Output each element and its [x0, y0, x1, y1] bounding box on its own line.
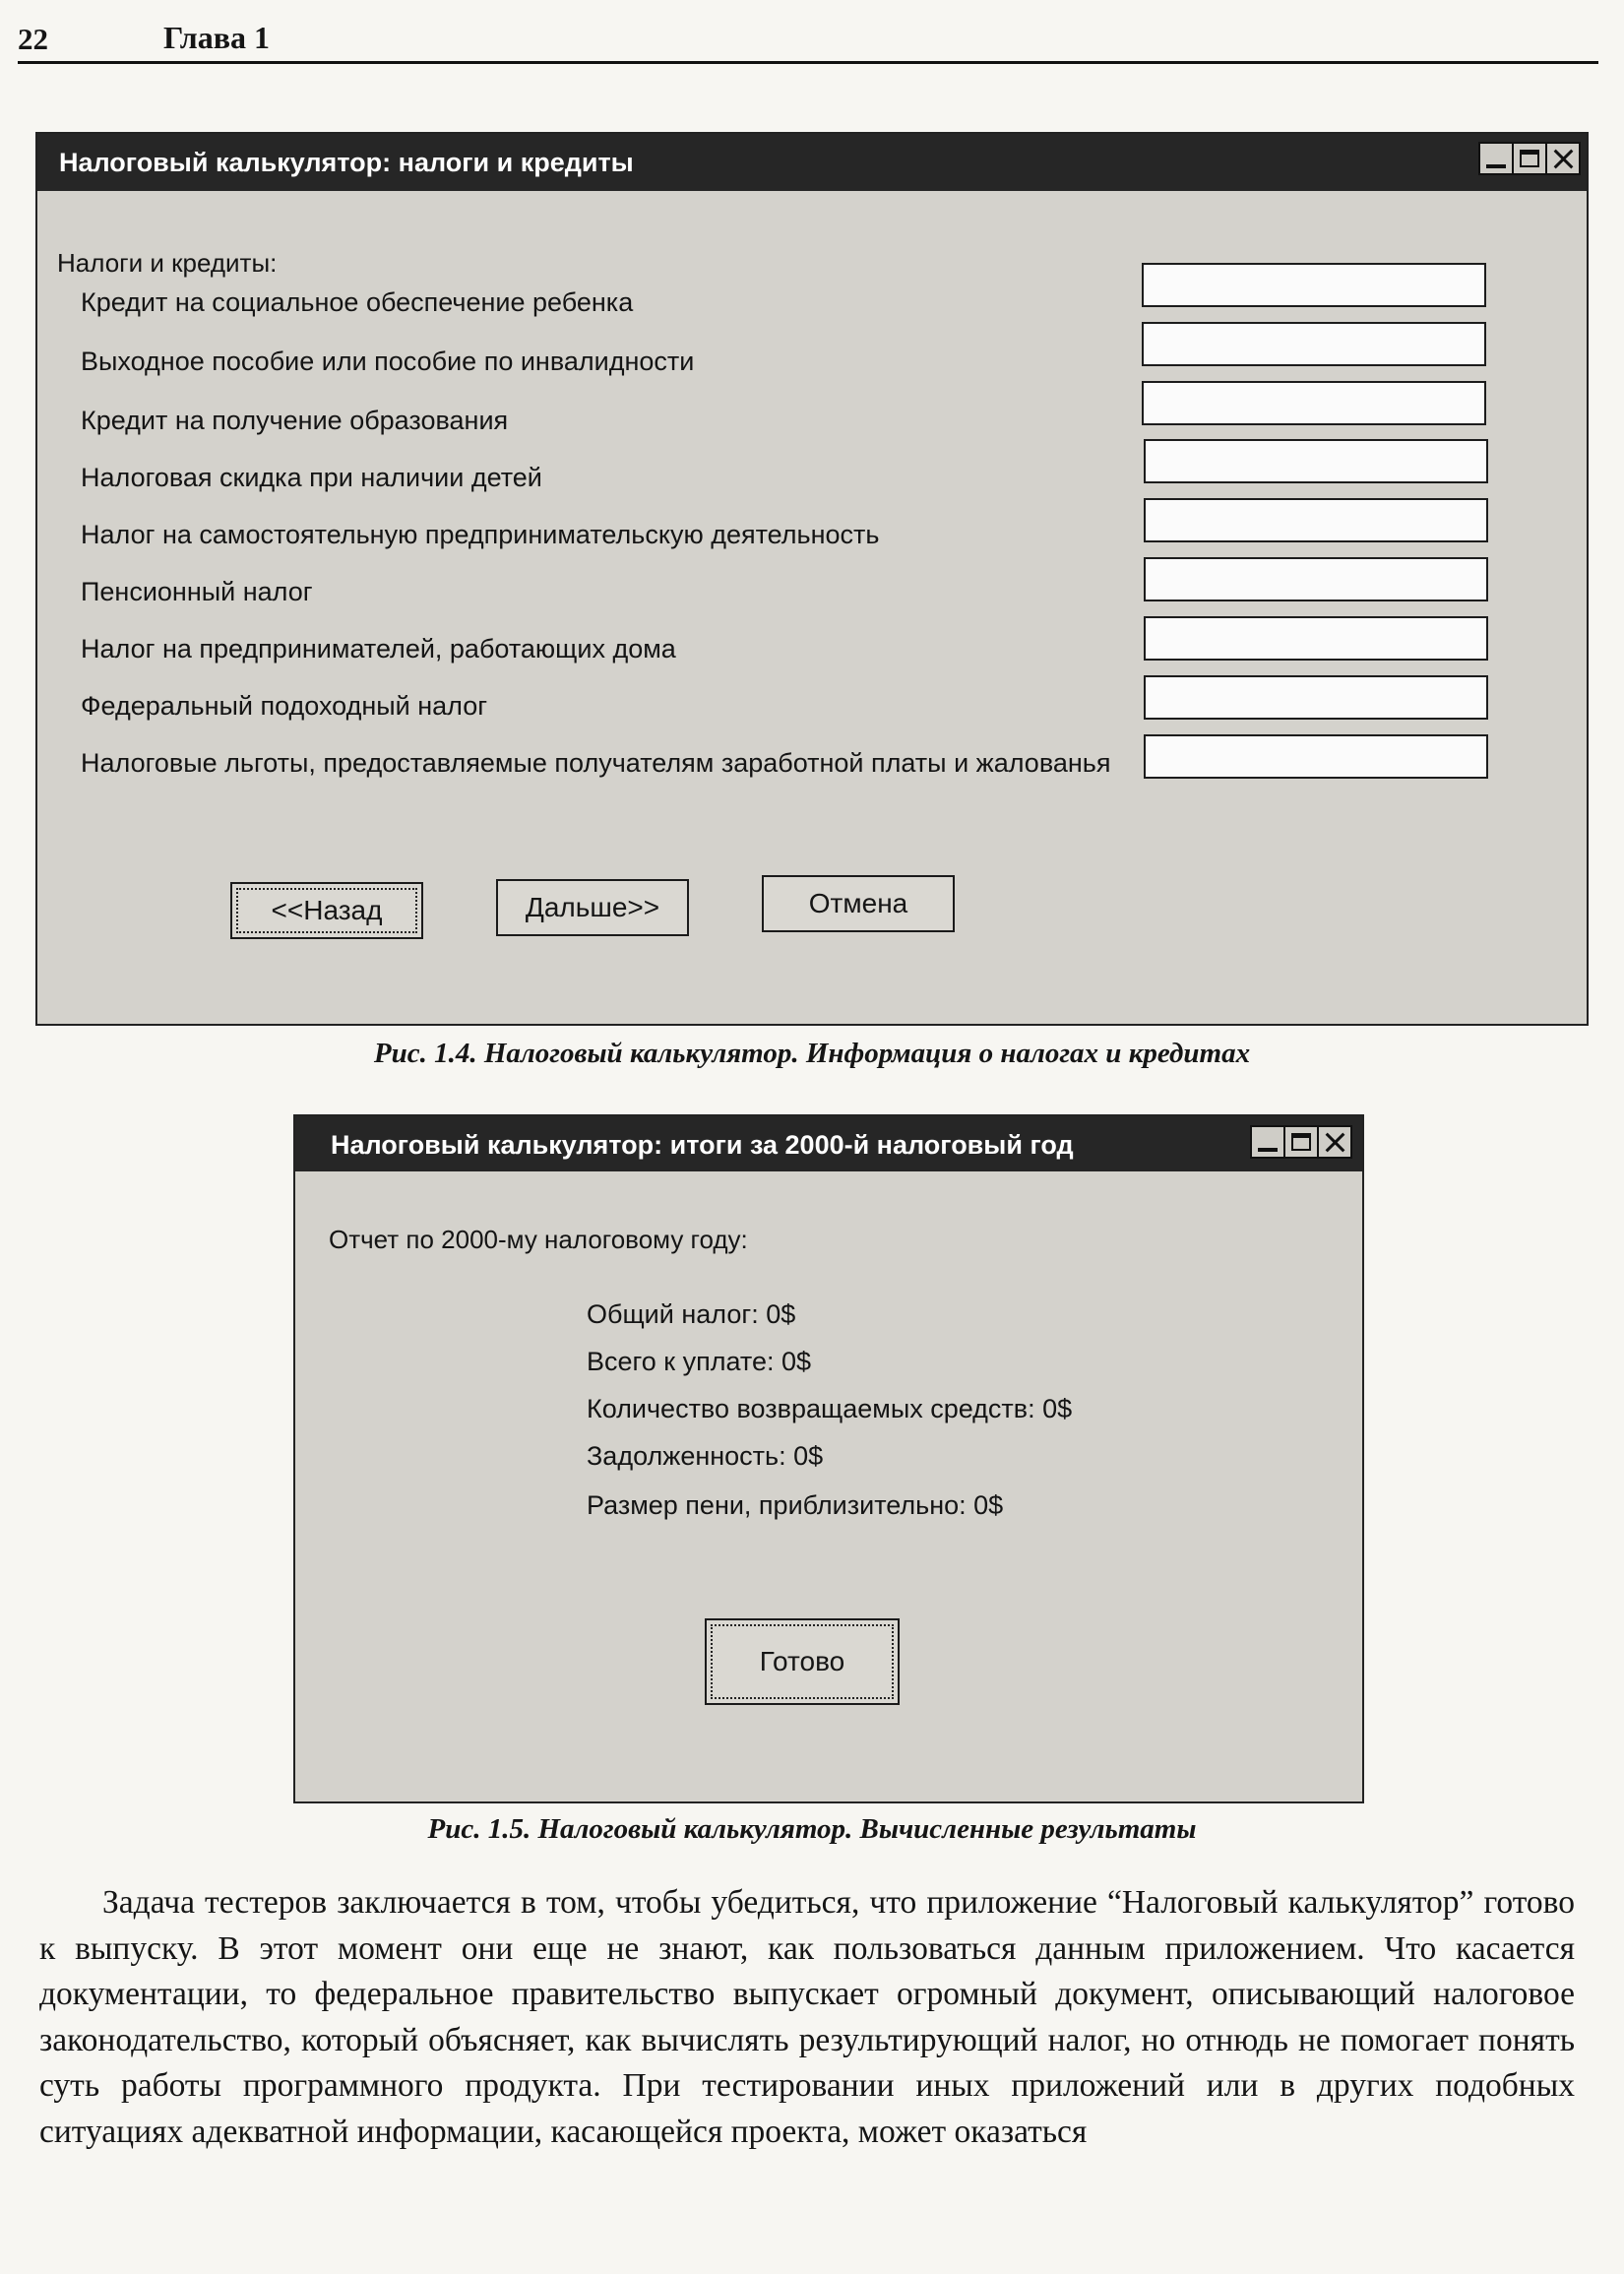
row-label: Кредит на социальное обеспечение ребенка	[81, 287, 634, 317]
window-title: Налоговый калькулятор: налоги и кредиты	[59, 148, 634, 177]
education-credit-input[interactable]	[1142, 381, 1486, 425]
cancel-button[interactable]: Отмена	[762, 875, 955, 932]
page-header	[18, 12, 1598, 64]
result-line: Всего к уплате: 0$	[587, 1347, 812, 1376]
result-line: Размер пени, приблизительно: 0$	[587, 1490, 1004, 1520]
title-bar	[37, 134, 1587, 191]
figure-1-5-caption: Рис. 1.5. Налоговый калькулятор. Вычисленные результаты	[427, 1813, 1197, 1845]
tax-results-window	[293, 1114, 1364, 1803]
back-button[interactable]: <<Назад	[230, 882, 423, 939]
child-credit-input[interactable]	[1142, 263, 1486, 307]
maximize-icon[interactable]	[1283, 1125, 1319, 1159]
row-label: Выходное пособие или пособие по инвалидности	[81, 347, 695, 376]
federal-income-tax-input[interactable]	[1144, 675, 1488, 720]
figure-1-4-caption: Рис. 1.4. Налоговый калькулятор. Информация о налогах и кредитах	[373, 1038, 1251, 1069]
disability-benefit-input[interactable]	[1142, 322, 1486, 366]
row-label: Пенсионный налог	[81, 577, 313, 606]
report-label: Отчет по 2000-му налоговому году:	[329, 1225, 748, 1254]
window-controls	[1252, 1125, 1352, 1159]
chapter-title: Глава 1	[163, 20, 270, 55]
close-icon[interactable]	[1317, 1125, 1352, 1159]
page-number: 22	[18, 22, 48, 56]
wage-earner-benefits-input[interactable]	[1144, 734, 1488, 779]
window-title: Налоговый калькулятор: итоги за 2000-й налоговый год	[331, 1130, 1074, 1160]
minimize-icon[interactable]	[1250, 1125, 1285, 1159]
next-button[interactable]: Дальше>>	[496, 879, 689, 936]
window-controls	[1480, 142, 1581, 175]
tax-credits-window	[35, 132, 1589, 1026]
pension-tax-input[interactable]	[1144, 557, 1488, 601]
home-business-tax-input[interactable]	[1144, 616, 1488, 661]
close-icon[interactable]	[1545, 142, 1581, 175]
maximize-icon[interactable]	[1512, 142, 1547, 175]
section-label: Налоги и кредиты:	[57, 248, 278, 278]
row-label: Налоговая скидка при наличии детей	[81, 463, 542, 492]
row-label: Федеральный подоходный налог	[81, 691, 488, 721]
row-label: Налоговые льготы, предоставляемые получателям заработной платы и жалованья	[81, 748, 1111, 778]
child-tax-deduction-input[interactable]	[1144, 439, 1488, 483]
row-label: Налог на предпринимателей, работающих дома	[81, 634, 676, 663]
minimize-icon[interactable]	[1478, 142, 1514, 175]
row-label: Налог на самостоятельную предпринимательскую деятельность	[81, 520, 880, 549]
done-button[interactable]: Готово	[705, 1618, 900, 1705]
result-line: Количество возвращаемых средств: 0$	[587, 1394, 1073, 1423]
title-bar	[295, 1116, 1362, 1171]
result-line: Задолженность: 0$	[587, 1441, 824, 1471]
body-paragraph: Задача тестеров заключается в том, чтобы убедиться, что приложение “Налоговый калькулятор” готово к выпуску. В этот момент они еще не знают, как пользоваться данным приложением. Что касается документации, то федеральное правительство выпускает огромный документ, описывающий налоговое законодательство, который объясняет, как вычислять результирующий налог, но отнюдь не помогает понять суть работы программного продукта. При тестировании иных приложений или в других подобных ситуациях адекватной информации, касающейся проекта, может оказаться	[39, 1884, 1575, 2150]
result-line: Общий налог: 0$	[587, 1299, 796, 1329]
row-label: Кредит на получение образования	[81, 406, 509, 435]
self-employment-tax-input[interactable]	[1144, 498, 1488, 542]
